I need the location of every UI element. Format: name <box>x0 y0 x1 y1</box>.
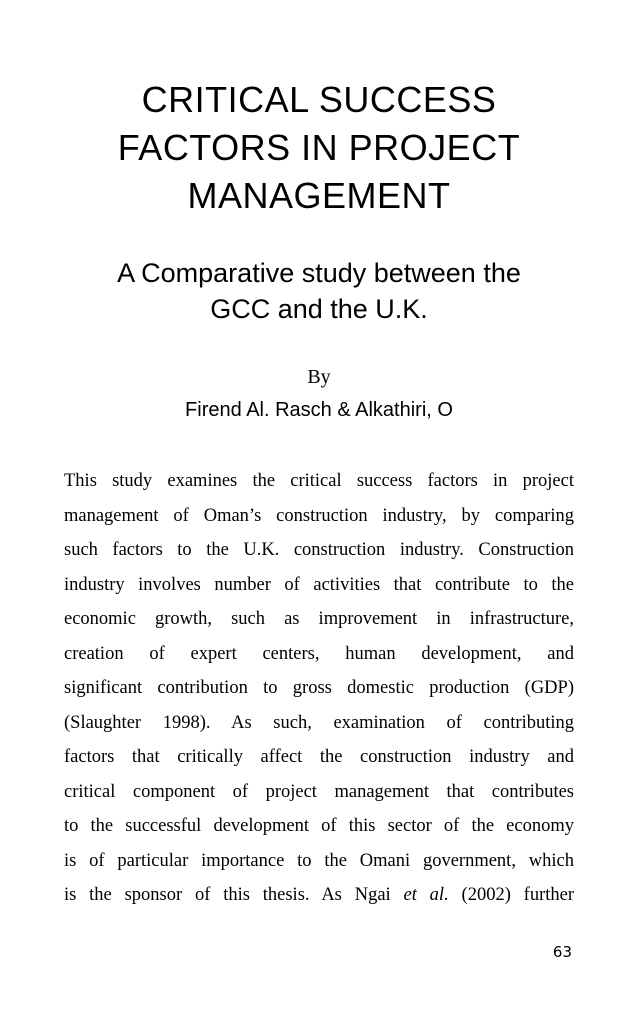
body-line: This study examines the critical success factors in project <box>64 471 574 491</box>
body-last-line <box>64 882 574 917</box>
subtitle-line-2: GCC and the U.K. <box>210 294 428 324</box>
by-label: By <box>307 366 331 388</box>
body-line: factors that critically affect the construction industry and <box>64 747 574 767</box>
body-line: to the successful development of this sector of the economy <box>64 816 574 836</box>
page-number: 63 <box>552 943 572 961</box>
body-line: management of Oman’s construction industry, by comparing <box>64 505 574 526</box>
last-line-italic: et al. <box>403 885 449 905</box>
body-line: (Slaughter 1998). As such, examination of contributing <box>64 712 574 733</box>
body-line: critical component of project management that contributes <box>64 781 574 802</box>
body-paragraph <box>64 468 574 917</box>
document-title <box>60 76 578 220</box>
title-line-3: MANAGEMENT <box>187 175 451 216</box>
body-line: is of particular importance to the Omani government, which <box>64 850 574 871</box>
document-subtitle <box>40 255 598 327</box>
body-line: creation of expert centers, human development, and <box>64 643 574 664</box>
subtitle-line-1: A Comparative study between the <box>117 258 521 288</box>
title-line-2: FACTORS IN PROJECT <box>117 127 521 168</box>
authors: Firend Al. Rasch & Alkathiri, O <box>185 399 453 421</box>
body-line: such factors to the U.K. construction industry. Construction <box>64 540 574 560</box>
body-line: economic growth, such as improvement in infrastructure, <box>64 609 574 629</box>
body-line: significant contribution to gross domestic production (GDP) <box>64 678 574 698</box>
body-line: industry involves number of activities that contribute to the <box>64 574 574 595</box>
last-line-text-before: is the sponsor of this thesis. As Ngai <box>64 885 404 905</box>
title-line-1: CRITICAL SUCCESS <box>141 79 497 120</box>
last-line-text-after: (2002) further <box>448 885 575 905</box>
